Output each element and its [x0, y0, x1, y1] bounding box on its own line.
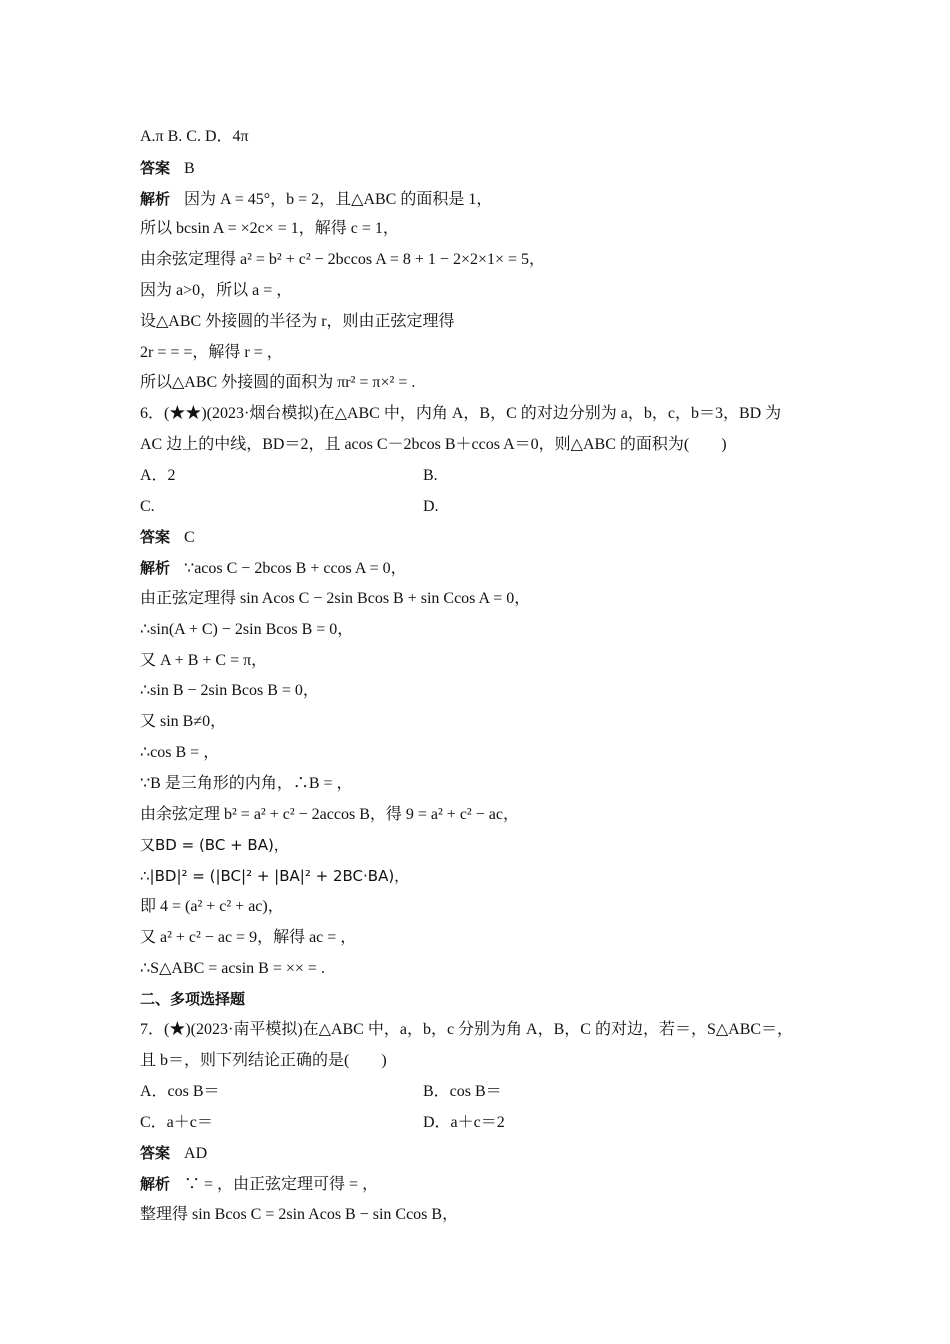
answer-text: ∵acos C − 2bcos B + ccos A = 0， — [184, 560, 407, 578]
text-line — [140, 800, 820, 831]
answer-text: B — [184, 159, 195, 177]
analysis-line — [140, 1169, 820, 1200]
answer-text: AD — [184, 1145, 208, 1163]
text-line — [140, 245, 820, 276]
text-line — [140, 338, 820, 369]
answer-line — [140, 153, 820, 184]
text-line — [140, 954, 820, 985]
answer-text: 因为 A = 45°，b = 2，且△ABC 的面积是 1， — [184, 190, 493, 208]
section-heading — [140, 984, 820, 1015]
line-text: 又 A + B + C = π， — [140, 651, 268, 669]
text-line — [140, 122, 820, 153]
analysis-line — [140, 184, 820, 215]
line-text: 又 a² + c² − ac = 9，解得 ac = ， — [140, 928, 357, 946]
section-heading-text: 二、多项选择题 — [140, 990, 246, 1009]
answer-label: 解析 — [140, 1175, 171, 1194]
text-line — [140, 1200, 820, 1231]
document-content — [140, 122, 820, 1231]
line-text: 设△ABC 外接圆的半径为 r，则由正弦定理得 — [140, 312, 455, 330]
options-row — [140, 1077, 820, 1108]
line-text: 7．(★)(2023·南平模拟)在△ABC 中，a，b，c 分别为角 A，B，C 的对边，若＝，S△ABC＝， — [140, 1021, 794, 1039]
option-item: D. — [423, 497, 439, 515]
line-text: ∴|BD|² = (|BC|² + |BA|² + 2BC·BA)， — [140, 867, 410, 886]
text-line — [140, 738, 820, 769]
line-text: 整理得 sin Bcos C = 2sin Acos B − sin Ccos B， — [140, 1205, 459, 1223]
line-text: 即 4 = (a² + c² + ac)， — [140, 897, 284, 915]
answer-line — [140, 522, 820, 553]
line-text: 6．(★★)(2023·烟台模拟)在△ABC 中，内角 A，B，C 的对边分别为 a，b，c，b＝3，BD 为 — [140, 405, 782, 423]
text-line — [140, 368, 820, 399]
line-text: ∴sin B − 2sin Bcos B = 0， — [140, 682, 319, 700]
answer-label: 解析 — [140, 559, 171, 578]
line-text: 由正弦定理得 sin Acos C − 2sin Bcos B + sin Ccos A = 0， — [140, 589, 531, 607]
option-item: C．a＋c＝ — [140, 1113, 213, 1131]
options-row — [140, 1108, 820, 1139]
text-line — [140, 1015, 820, 1046]
text-line — [140, 646, 820, 677]
text-line — [140, 676, 820, 707]
text-line — [140, 430, 820, 461]
option-item: C. — [140, 497, 155, 515]
line-text: 2r = = =，解得 r = ， — [140, 343, 283, 361]
options-row — [140, 461, 820, 492]
line-text: 且 b＝，则下列结论正确的是( ) — [140, 1051, 387, 1069]
line-text: 又 sin B≠0， — [140, 713, 227, 731]
text-line — [140, 769, 820, 800]
option-item: A．2 — [140, 466, 176, 484]
line-text: 因为 a>0，所以 a = ， — [140, 281, 293, 299]
answer-text: C — [184, 529, 195, 547]
line-text: 所以 bcsin A = ×2c× = 1，解得 c = 1， — [140, 220, 399, 238]
answer-line — [140, 1138, 820, 1169]
text-line — [140, 276, 820, 307]
line-text: 由余弦定理得 a² = b² + c² − 2bccos A = 8 + 1 − 2×2×1× = 5， — [140, 251, 546, 269]
line-text: 又BD = (BC + BA)， — [140, 836, 289, 855]
text-line — [140, 1046, 820, 1077]
line-text: AC 边上的中线，BD＝2，且 acos C－2bcos B＋ccos A＝0，则△ABC 的面积为( ) — [140, 435, 727, 453]
text-line — [140, 861, 820, 892]
line-text: ∵B 是三角形的内角，∴B = ， — [140, 774, 353, 792]
answer-text: ∵ = ，由正弦定理可得 = ， — [184, 1176, 379, 1194]
text-line — [140, 830, 820, 861]
text-line — [140, 707, 820, 738]
text-line — [140, 923, 820, 954]
options-row — [140, 492, 820, 523]
option-item: A．cos B＝ — [140, 1082, 220, 1100]
option-item: B. — [423, 466, 438, 484]
analysis-line — [140, 553, 820, 584]
line-text: ∴sin(A + C) − 2sin Bcos B = 0， — [140, 620, 354, 638]
text-line — [140, 892, 820, 923]
text-line — [140, 214, 820, 245]
answer-label: 答案 — [140, 158, 171, 177]
option-item: D．a＋c＝2 — [423, 1113, 505, 1131]
answer-label: 解析 — [140, 189, 171, 208]
text-line — [140, 584, 820, 615]
text-line — [140, 615, 820, 646]
option-item: B．cos B＝ — [423, 1082, 502, 1100]
text-line — [140, 399, 820, 430]
text-line — [140, 307, 820, 338]
line-text: 由余弦定理 b² = a² + c² − 2accos B，得 9 = a² + c² − ac， — [140, 805, 519, 823]
line-text: ∴S△ABC = acsin B = ×× = . — [140, 959, 325, 977]
answer-label: 答案 — [140, 528, 171, 547]
line-text: ∴cos B = ， — [140, 743, 220, 761]
line-text: 所以△ABC 外接圆的面积为 πr² = π×² = . — [140, 374, 416, 392]
answer-label: 答案 — [140, 1144, 171, 1163]
line-text: A.π B. C. D．4π — [140, 128, 249, 145]
